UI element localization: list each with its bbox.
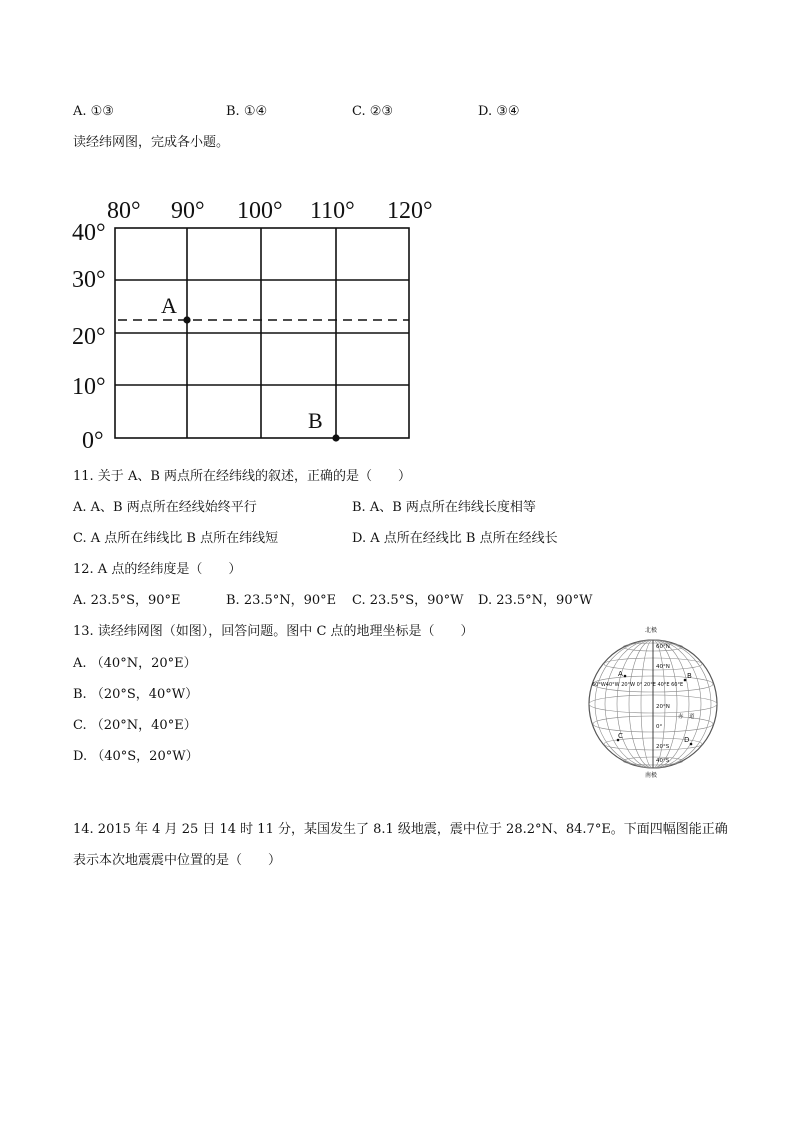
point-a-dot [183, 316, 190, 323]
q11-option-a: A. A、B 两点所在经线始终平行 [73, 500, 257, 515]
q13-option-c: C. （20°N，40°E） [73, 718, 197, 733]
q11-stem: 11. 关于 A、B 两点所在经纬线的叙述，正确的是（ ） [73, 469, 412, 484]
q13-option-a: A. （40°N，20°E） [73, 656, 197, 671]
q12-stem: 12. A 点的经纬度是（ ） [73, 562, 242, 577]
q12-option-c: C. 23.5°S，90°W [352, 593, 464, 608]
globe-lat-label: 40°S [656, 758, 670, 764]
q13-option-b: B. （20°S，40°W） [73, 687, 199, 702]
prev-option-b: B. ①④ [226, 104, 268, 119]
q12-option-d: D. 23.5°N，90°W [478, 593, 593, 608]
intro-text: 读经纬网图，完成各小题。 [73, 135, 230, 150]
q14-line-2: 表示本次地震震中位置的是（ ） [73, 853, 282, 868]
lat-label: 30° [72, 267, 106, 293]
q12-option-b: B. 23.5°N，90°E [226, 593, 337, 608]
globe-point-c-label: C [618, 732, 623, 740]
lat-label: 20° [72, 324, 106, 350]
globe-point-d-dot [690, 743, 693, 746]
point-b-label: B [308, 408, 323, 433]
lat-label: 0° [82, 428, 104, 452]
q13-option-d: D. （40°S，20°W） [73, 749, 199, 764]
globe-lat-label: 60°N [656, 644, 670, 650]
q12-option-a: A. 23.5°S，90°E [73, 593, 181, 608]
equator-label: 赤 道 [678, 714, 695, 720]
south-pole-label: 南极 [645, 772, 658, 779]
lon-label: 120° [387, 198, 433, 224]
q11-option-b: B. A、B 两点所在纬线长度相等 [352, 500, 536, 515]
globe-lat-label: 0° [656, 724, 663, 730]
north-pole-label: 北极 [645, 627, 658, 634]
globe-point-b-dot [684, 679, 687, 682]
lon-label: 90° [171, 198, 205, 224]
lat-label: 40° [72, 220, 106, 246]
globe-point-b-label: B [687, 672, 692, 680]
lon-label: 100° [237, 198, 283, 224]
point-b-dot [332, 434, 339, 441]
globe-point-d-label: D [684, 736, 690, 744]
globe-lat-label: 20°S [656, 744, 670, 750]
lon-label: 80° [107, 198, 141, 224]
globe-lon-row: 60°W40°W 20°W 0° 20°E 40°E 60°E [592, 682, 684, 688]
globe-lat-label: 20°N [656, 704, 670, 710]
prev-option-d: D. ③④ [478, 104, 520, 119]
q11-option-c: C. A 点所在纬线比 B 点所在纬线短 [73, 531, 279, 546]
q14-line-1: 14. 2015 年 4 月 25 日 14 时 11 分，某国发生了 8.1 级地震，震中位于 28.2°N、84.7°E。下面四幅图能正确 [73, 822, 728, 837]
globe-figure [585, 624, 721, 784]
prev-option-c: C. ②③ [352, 104, 394, 119]
lat-label: 10° [72, 374, 106, 400]
point-a-label: A [161, 293, 177, 318]
q11-option-d: D. A 点所在经线比 B 点所在经线长 [352, 531, 558, 546]
globe-point-a-dot [624, 675, 627, 678]
prev-option-a: A. ①③ [73, 104, 114, 119]
lat-lon-grid-figure [70, 192, 450, 452]
q13-stem: 13. 读经纬网图（如图），回答问题。图中 C 点的地理坐标是（ ） [73, 624, 474, 639]
lon-label: 110° [310, 198, 355, 224]
globe-point-a-label: A [618, 670, 623, 678]
globe-lat-label: 40°N [656, 664, 670, 670]
